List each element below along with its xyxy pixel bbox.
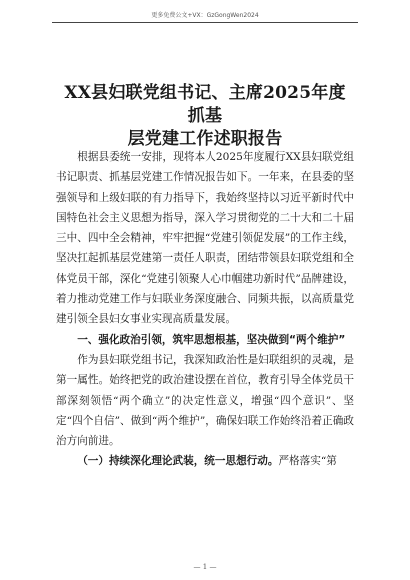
title-line-2: 层党建工作述职报告	[127, 129, 283, 149]
title-line-1: XX县妇联党组书记、主席2025年度抓基	[64, 83, 346, 126]
subsection-paragraph	[56, 451, 354, 471]
subsection-text: 严格落实“第	[278, 455, 337, 468]
intro-paragraph: 根据县委统一安排，现将本人2025年度履行XX县妇联党组书记职责、抓基层党建工作情况报告如下。一年来，在县委的坚强领导和上级妇联的有力指导下，我始终坚持以习近平新时代中国特色社会主义思想为指导，深入学习贯彻党的二十大和二十届三中、四中全会精神，牢牢把握“党建引领促发展”的工作主线，坚决扛起抓基层党建第一责任人职责，团结带领县妇联党组和全体党员干部，深化“党建引领聚人心巾帼建功新时代”品牌建设，着力推动党建工作与妇联业务深度融合、同频共振，以高质量党建引领全县妇女事业实现高质量发展。	[56, 151, 354, 326]
document-title	[56, 82, 354, 151]
section-heading-1: 一、强化政治引领，筑牢思想根基，坚决做到“两个维护”	[77, 333, 346, 346]
subsection-heading-1: （一）持续深化理论武装，统一思想行动。	[77, 455, 279, 468]
header-divider	[52, 22, 358, 23]
page-number: — 1 —	[193, 563, 217, 571]
section-1-paragraph: 作为县妇联党组书记，我深知政治性是妇联组织的灵魂，是第一属性。始终把党的政治建设摆在首位，教育引导全体党员干部深刻领悟“两个确立”的决定性意义，增强“四个意识”、坚定“四个自信”、做到“两个维护”，确保妇联工作始终沿着正确政治方向前进。	[56, 353, 354, 448]
header-note: 更多免费公文+VX：GzGongWen2024	[151, 12, 259, 19]
document-body	[56, 147, 354, 472]
